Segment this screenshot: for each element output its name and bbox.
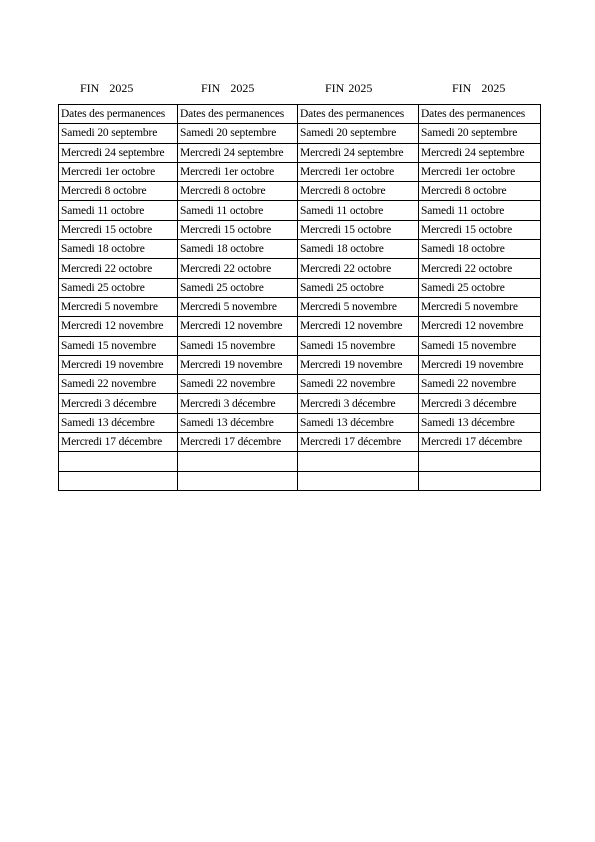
table-row [59, 124, 541, 143]
table-row [59, 143, 541, 162]
date-cell: Mercredi 19 novembre [178, 355, 298, 374]
table-row [59, 182, 541, 201]
date-cell: Samedi 20 septembre [178, 124, 298, 143]
empty-cell [298, 471, 419, 490]
date-cell: Mercredi 8 octobre [298, 182, 419, 201]
header-cell: Dates des permanences [59, 105, 178, 124]
date-cell: Samedi 11 octobre [178, 201, 298, 220]
date-cell: Mercredi 24 septembre [59, 143, 178, 162]
column-title-year: 2025 [230, 81, 255, 95]
empty-cell [419, 452, 541, 471]
date-cell: Mercredi 3 décembre [178, 394, 298, 413]
date-cell: Mercredi 15 octobre [59, 220, 178, 239]
date-cell: Samedi 20 septembre [419, 124, 541, 143]
column-title-year: 2025 [109, 81, 134, 95]
date-cell: Mercredi 12 novembre [298, 317, 419, 336]
header-cell: Dates des permanences [178, 105, 298, 124]
date-cell: Mercredi 19 novembre [419, 355, 541, 374]
date-cell: Mercredi 17 décembre [59, 433, 178, 452]
empty-cell [59, 471, 178, 490]
date-cell: Mercredi 1er octobre [59, 162, 178, 181]
date-cell: Samedi 22 novembre [59, 375, 178, 394]
column-title-year: 2025 [481, 81, 506, 95]
date-cell: Mercredi 3 décembre [59, 394, 178, 413]
empty-cell [178, 471, 298, 490]
column-title-label: FIN [80, 81, 100, 95]
table-row [59, 278, 541, 297]
empty-cell [298, 452, 419, 471]
date-cell: Mercredi 8 octobre [59, 182, 178, 201]
date-cell: Samedi 13 décembre [178, 413, 298, 432]
date-cell: Mercredi 5 novembre [59, 297, 178, 316]
date-cell: Samedi 13 décembre [59, 413, 178, 432]
table-row [59, 259, 541, 278]
date-cell: Samedi 15 novembre [59, 336, 178, 355]
date-cell: Mercredi 12 novembre [59, 317, 178, 336]
table-row [59, 220, 541, 239]
date-cell: Mercredi 12 novembre [178, 317, 298, 336]
date-cell: Mercredi 3 décembre [419, 394, 541, 413]
date-cell: Samedi 25 octobre [178, 278, 298, 297]
table-row [59, 297, 541, 316]
date-cell: Mercredi 24 septembre [298, 143, 419, 162]
date-cell: Samedi 20 septembre [298, 124, 419, 143]
date-cell: Mercredi 22 octobre [419, 259, 541, 278]
date-cell: Mercredi 15 octobre [419, 220, 541, 239]
table-row [59, 413, 541, 432]
date-cell: Samedi 18 octobre [178, 240, 298, 259]
date-cell: Samedi 11 octobre [59, 201, 178, 220]
column-title-label: FIN [325, 81, 345, 95]
date-cell: Mercredi 8 octobre [178, 182, 298, 201]
date-cell: Samedi 18 octobre [59, 240, 178, 259]
date-cell: Samedi 11 octobre [298, 201, 419, 220]
date-cell: Samedi 22 novembre [419, 375, 541, 394]
empty-cell [59, 452, 178, 471]
table-row [59, 162, 541, 181]
header-cell: Dates des permanences [298, 105, 419, 124]
date-cell: Mercredi 3 décembre [298, 394, 419, 413]
empty-cell [419, 471, 541, 490]
date-cell: Mercredi 5 novembre [419, 297, 541, 316]
date-cell: Samedi 22 novembre [298, 375, 419, 394]
date-cell: Samedi 25 octobre [419, 278, 541, 297]
date-cell: Samedi 15 novembre [178, 336, 298, 355]
date-cell: Mercredi 1er octobre [298, 162, 419, 181]
table-row [59, 433, 541, 452]
date-cell: Samedi 25 octobre [298, 278, 419, 297]
column-title-1 [80, 80, 133, 96]
column-title-label: FIN [201, 81, 221, 95]
date-cell: Samedi 15 novembre [419, 336, 541, 355]
date-cell: Mercredi 22 octobre [59, 259, 178, 278]
table-row [59, 355, 541, 374]
permanence-table [58, 104, 541, 491]
date-cell: Samedi 20 septembre [59, 124, 178, 143]
date-cell: Mercredi 22 octobre [298, 259, 419, 278]
empty-cell [178, 452, 298, 471]
date-cell: Mercredi 5 novembre [178, 297, 298, 316]
empty-row [59, 471, 541, 490]
column-title-year: 2025 [348, 81, 373, 95]
column-titles [58, 80, 540, 96]
column-title-4 [452, 80, 505, 96]
table-row [59, 375, 541, 394]
table-row [59, 201, 541, 220]
permanence-table-body [59, 105, 541, 491]
date-cell: Samedi 18 octobre [419, 240, 541, 259]
empty-row [59, 452, 541, 471]
date-cell: Samedi 18 octobre [298, 240, 419, 259]
date-cell: Mercredi 8 octobre [419, 182, 541, 201]
date-cell: Mercredi 24 septembre [178, 143, 298, 162]
date-cell: Mercredi 15 octobre [298, 220, 419, 239]
date-cell: Mercredi 1er octobre [419, 162, 541, 181]
date-cell: Mercredi 19 novembre [298, 355, 419, 374]
date-cell: Samedi 11 octobre [419, 201, 541, 220]
date-cell: Mercredi 24 septembre [419, 143, 541, 162]
date-cell: Mercredi 19 novembre [59, 355, 178, 374]
table-row [59, 240, 541, 259]
column-title-label: FIN [452, 81, 472, 95]
header-cell: Dates des permanences [419, 105, 541, 124]
table-row [59, 394, 541, 413]
date-cell: Mercredi 22 octobre [178, 259, 298, 278]
table-row [59, 317, 541, 336]
column-title-2 [201, 80, 254, 96]
date-cell: Samedi 13 décembre [298, 413, 419, 432]
date-cell: Samedi 15 novembre [298, 336, 419, 355]
date-cell: Mercredi 12 novembre [419, 317, 541, 336]
date-cell: Mercredi 17 décembre [419, 433, 541, 452]
date-cell: Mercredi 17 décembre [298, 433, 419, 452]
date-cell: Mercredi 17 décembre [178, 433, 298, 452]
date-cell: Mercredi 1er octobre [178, 162, 298, 181]
date-cell: Mercredi 15 octobre [178, 220, 298, 239]
date-cell: Mercredi 5 novembre [298, 297, 419, 316]
date-cell: Samedi 13 décembre [419, 413, 541, 432]
date-cell: Samedi 22 novembre [178, 375, 298, 394]
table-row [59, 336, 541, 355]
table-header-row [59, 105, 541, 124]
date-cell: Samedi 25 octobre [59, 278, 178, 297]
column-title-3 [325, 80, 372, 96]
